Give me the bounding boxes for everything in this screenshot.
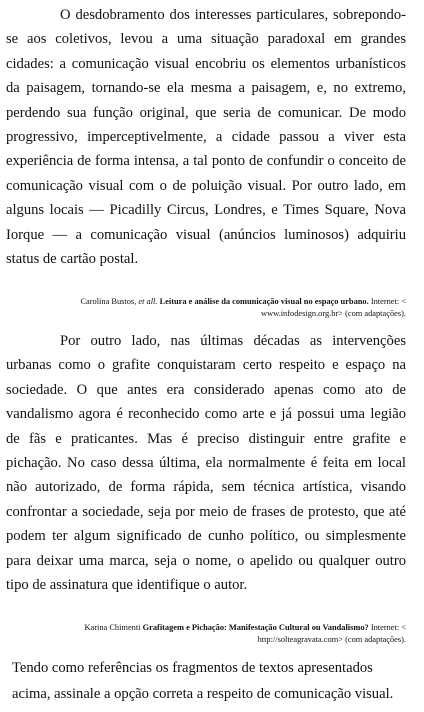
citation-2-title: Grafitagem e Pichação: Manifestação Cultural ou Vandalismo? [142,623,369,632]
citation-1-source: Internet: < www.infodesign.org.br> (com adaptações). [261,297,406,318]
citation-2-author: Karina Chimenti [84,623,141,632]
fragment-2-text: Por outro lado, nas últimas décadas as intervenções urbanas como o grafite conquistaram certo respeito e espaço na sociedade. O que antes era considerado apenas como ato de vandalismo agora é reconhecido como arte e já possui uma legião de fãs e praticantes. Mas é preciso distinguir entre grafite e pichação. No caso dessa última, ela normalmente é feita em local não autorizado, de forma rápida, sem técnica artística, visando confrontar a sociedade, seja por meio de frases de protesto, que até podem ter algum significado de cunho político, ou simplesmente para deixar uma marca, seja o nome, o apelido ou qualquer outro tipo de assinatura que identifique o autor. [6,333,406,594]
citation-2 [6,622,406,646]
citation-1 [6,296,406,320]
question-prompt: Tendo como referências os fragmentos de textos apresentados acima, assinale a opção correta a respeito de comunicação visual. [12,660,394,702]
citation-1-etal: et all. [138,297,158,306]
citation-2-source: Internet: < http://solteagravata.com> (com adaptações). [257,623,406,644]
text-fragment-1 [6,3,406,271]
citation-1-author: Carolina Bustos, [80,297,137,306]
text-fragment-2 [6,329,406,597]
fragment-1-text: O desdobramento dos interesses particulares, sobrepondo-se aos coletivos, levou a uma situação paradoxal em grandes cidades: a comunicação visual encobriu os elementos urbanísticos da paisagem, tornando-se ela mesma a paisagem, e, no extremo, perdendo sua função original, que seria de comunicar. De modo progressivo, imperceptivelmente, a cidade passou a viver esta experiência de forma intensa, a tal ponto de confundir o conceito de comunicação visual com o de poluição visual. Por outro lado, em alguns locais — Picadilly Circus, Londres, e Times Square, Nova Iorque — a comunicação visual (anúncios luminosos) adquiriu status de cartão postal. [6,7,406,268]
citation-1-title: Leitura e análise da comunicação visual no espaço urbano. [159,297,369,306]
